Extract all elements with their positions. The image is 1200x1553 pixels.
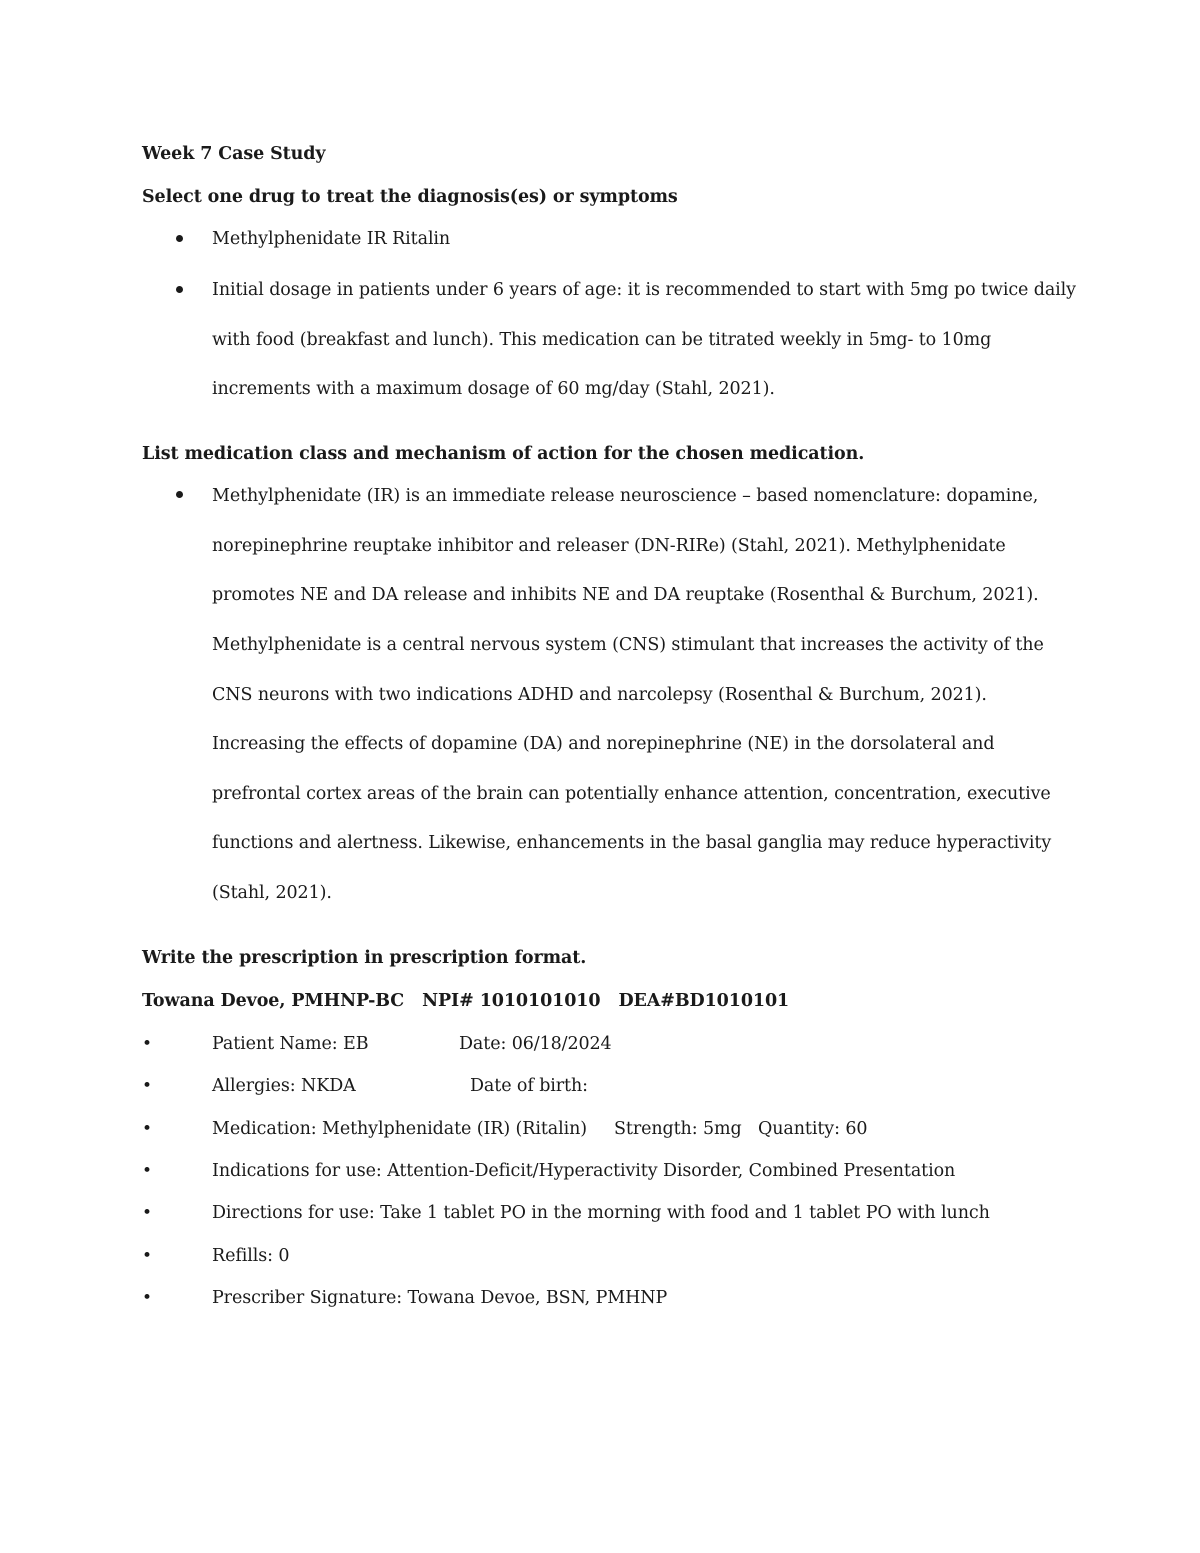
section2-heading: List medication class and mechanism of action for the chosen medication. [142, 444, 865, 464]
prescriber-npi: NPI# 1010101010 [422, 991, 601, 1011]
section3-heading: Write the prescription in prescription format. [142, 948, 587, 968]
bullet-char: • [142, 1076, 153, 1096]
directions: Directions for use: Take 1 tablet PO in the morning with food and 1 tablet PO with lunch [212, 1203, 990, 1223]
section2-line2: norepinephrine reuptake inhibitor and releaser (DN-RIRe) (Stahl, 2021). Methylphenidate [212, 536, 1006, 556]
prescriber-signature: Prescriber Signature: Towana Devoe, BSN, PMHNP [212, 1288, 668, 1308]
bullet-char: • [142, 1161, 153, 1181]
section2-line5: CNS neurons with two indications ADHD and narcolepsy (Rosenthal & Burchum, 2021). [212, 685, 987, 705]
document-title: Week 7 Case Study [142, 144, 326, 164]
date-of-birth: Date of birth: [470, 1076, 588, 1096]
section2-line9: (Stahl, 2021). [212, 883, 332, 903]
medication: Medication: Methylphenidate (IR) (Ritalin) [212, 1119, 588, 1139]
section2-line7: prefrontal cortex areas of the brain can potentially enhance attention, concentration, executive [212, 784, 1051, 804]
indications: Indications for use: Attention-Deficit/Hyperactivity Disorder, Combined Presentation [212, 1161, 956, 1181]
quantity: Quantity: 60 [758, 1119, 868, 1139]
section1-bullet2-line3: increments with a maximum dosage of 60 mg/day (Stahl, 2021). [212, 379, 775, 399]
bullet-dot [176, 235, 183, 242]
section1-heading: Select one drug to treat the diagnosis(es) or symptoms [142, 187, 678, 207]
bullet-char: • [142, 1119, 153, 1139]
allergies: Allergies: NKDA [212, 1076, 356, 1096]
bullet-char: • [142, 1288, 153, 1308]
bullet-dot [176, 286, 183, 293]
bullet-char: • [142, 1034, 153, 1054]
strength: Strength: 5mg [614, 1119, 742, 1139]
section2-line8: functions and alertness. Likewise, enhancements in the basal ganglia may reduce hyperactivity [212, 833, 1052, 853]
section2-line3: promotes NE and DA release and inhibits NE and DA reuptake (Rosenthal & Burchum, 2021). [212, 585, 1039, 605]
section1-bullet2-line2: with food (breakfast and lunch). This medication can be titrated weekly in 5mg- to 10mg [212, 330, 992, 350]
patient-name: Patient Name: EB [212, 1034, 369, 1054]
rx-date: Date: 06/18/2024 [459, 1034, 612, 1054]
prescriber-dea: DEA#BD1010101 [618, 991, 790, 1011]
bullet-char: • [142, 1203, 153, 1223]
refills: Refills: 0 [212, 1246, 290, 1266]
section2-line1: Methylphenidate (IR) is an immediate release neuroscience – based nomenclature: dopamine, [212, 486, 1039, 506]
section2-line4: Methylphenidate is a central nervous system (CNS) stimulant that increases the activity of the [212, 635, 1044, 655]
section1-bullet1: Methylphenidate IR Ritalin [212, 229, 451, 249]
prescriber-name: Towana Devoe, PMHNP-BC [142, 991, 405, 1011]
prescriber-line [142, 990, 789, 1012]
bullet-dot [176, 491, 183, 498]
section2-line6: Increasing the effects of dopamine (DA) and norepinephrine (NE) in the dorsolateral and [212, 734, 995, 754]
bullet-char: • [142, 1246, 153, 1266]
section1-bullet2-line1: Initial dosage in patients under 6 years of age: it is recommended to start with 5mg po twice daily [212, 280, 1076, 300]
